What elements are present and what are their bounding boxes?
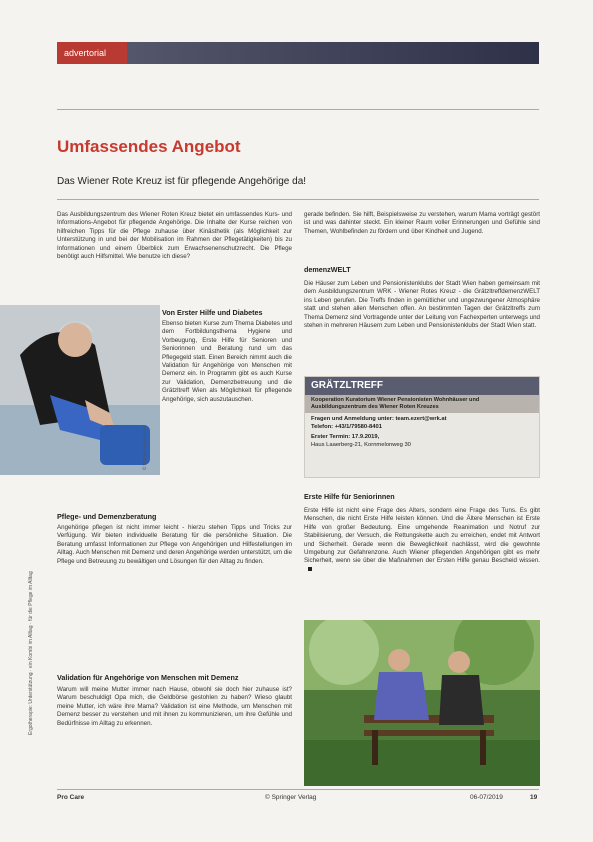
footer-publisher: © Springer Verlag	[265, 794, 317, 801]
top-divider	[57, 109, 539, 110]
page-title: Umfassendes Angebot	[57, 137, 241, 156]
seniors-text	[304, 507, 540, 607]
graetzltreff-infobox	[304, 376, 540, 478]
infobox-title: GRÄTZLTREFF	[305, 377, 539, 395]
infobox-signup: Fragen und Anmeldung unter: team.ezert@wrk.at	[311, 416, 447, 422]
infobox-phone: Telefon: +43/1/79580-8401	[311, 423, 382, 430]
demenzwelt-heading: demenzWELT	[304, 265, 351, 274]
courses-heading: Von Erster Hilfe und Diabetes	[162, 308, 263, 317]
first-aid-photo	[0, 305, 160, 475]
validation-text: Warum will meine Mutter immer nach Hause, obwohl sie doch hier zuhause ist? Warum beschuldigt Opa mich, die Geldbörse gestohlen zu haben? Wieso glaubt meine Mutter, ich wäre ihre Mama? Validation ist eine Methode, um Menschen mit Demenz besser zu verstehen und mit ihnen zu kommunizieren, um ihre Gefühle und Bedürfnisse im Alltag zu erkennen.	[57, 686, 292, 727]
seniors-text-content: Erste Hilfe ist nicht eine Frage des Alters, sondern eine Frage des Tuns. Es gibt Menschen, die nicht Erste Hilfe leisten können. Und die Ältere Menschen ist Erste Hilfe von großer Bedeutung. Eine umgehende Reanimation und Notruf zur Stabilisierung, der Versuch, die Rettungskette auch zu erreichen, endet mit Antwort und Sicherheit. Gerade wenn die Beweglichkeit nachlässt, wird die gewohnte Umgebung zur Gefahrenzone. Auch Wiener pflegenden Angehörigen gibt es mehr Sicherheit, wenn sie über die Maßnahmen der Ersten Hilfe genau Bescheid wissen.	[304, 507, 540, 565]
footer-magazine: Pro Care	[57, 794, 85, 801]
infobox-next-date: Erster Termin: 17.9.2019,	[311, 434, 380, 441]
article-end-mark	[308, 567, 312, 571]
infobox-location: Haus Laaerberg-21, Kornmelonweg 30	[311, 441, 411, 448]
care-text: Angehörige pflegen ist nicht immer leicht - hierzu stehen Tipps und Tricks zur Verfügung. Wir bieten individuelle Beratung für die persönliche Situation. Die Beratung umfasst Informationen zur Pflege von Angehörigen und Hilfestellungen im Alltag. Auch Menschen mit Demenz und deren Angehörige werden unterstützt, um die Pflege und Betreuung zu bewältigen und Lösungen für den Alltag zu finden.	[57, 524, 292, 565]
advertorial-tag: advertorial	[57, 42, 127, 64]
seniors-heading: Erste Hilfe für Seniorinnen	[304, 492, 395, 501]
footer-divider	[57, 789, 539, 790]
footer-page-number: 19	[530, 794, 538, 801]
care-heading: Pflege- und Demenzberatung	[57, 512, 157, 521]
header-band	[57, 42, 539, 64]
subtitle-divider	[57, 199, 539, 200]
photo-credit: © Wiener Rotes Kreuz	[142, 425, 147, 470]
courses-text: Ebenso bieten Kurse zum Thema Diabetes und dem Fortbildungsthema Hygiene und Vorbeugung, Erste Hilfe für Senioren und Seniorinnen und Beratung rund um das Pflegegeld statt. Einen Bereich nimmt auch die Validation für Angehörige von Menschen mit Demenz ein. In Programm gibt es auch Kurse zur Validation, Demenzbetreuung und die Grätzltreff Wien als Möglichkeit für pflegende Angehörige, sich auszutauschen.	[162, 320, 292, 403]
validation-continued-text: gerade befinden. Sie hilft, Beispielsweise zu verstehen, warum Mama vorträgt gestört ist und was dahinter steckt. Ein kleiner Raum voller Erinnerungen und Gefühle sind Themen, Wohlbefinden zu fördern und über Kindheit und Jugend.	[304, 211, 540, 235]
footer-issue: 06-07/2019	[470, 794, 503, 801]
page-subtitle: Das Wiener Rote Kreuz ist für pflegende Angehörige da!	[57, 176, 307, 187]
sidebar-vertical-text: Ergotherapie: Unterstützung · ein Kombi im Alltag · für die Pflege im Alltag	[28, 571, 34, 735]
validation-heading: Validation für Angehörige von Menschen mit Demenz	[57, 673, 239, 682]
intro-text: Das Ausbildungszentrum des Wiener Roten Kreuz bietet ein umfassendes Kurs- und Informations-Angebot für pflegende Angehörige. Die Inhalte der Kurse reichen von hilfreichen Tipps für die Pflege zuhause über Kinästhetik (als Möglichkeit zur Unterstützung in und bei der Mobilisation im Rahmen der Pflegetätigkeiten) bis zu Informationen und einem Überblick zum Erwachsenenschutzrecht. Die Pflege benötigt auch Hilfsmittel. Wie benutze ich diese?	[57, 211, 292, 261]
demenzwelt-text: Die Häuser zum Leben und Pensionistenklubs der Stadt Wien haben gemeinsam mit dem Ausbildungszentrum WRK - Wiener Rotes Kreuz - die GrätzltreffdemenzWELT ins Leben gerufen. Die Treffs finden in gemütlicher und ungezwungener Atmosphäre statt und stehen allen Menschen offen. An bestimmten Tagen der Grätzltreffs zum Thema Demenz sind Vortragende unter der Leitung von Fachexperten unterwegs und stehen in mehreren Häusern zum Leben und Pensionistenklubs der Stadt Wien statt.	[304, 280, 540, 330]
infobox-org: Kooperation Kuratorium Wiener Pensionisten Wohnhäuser und Ausbildungszentrum des Wiener Roten Kreuzes	[305, 395, 539, 413]
seniors-bench-photo	[304, 620, 540, 786]
